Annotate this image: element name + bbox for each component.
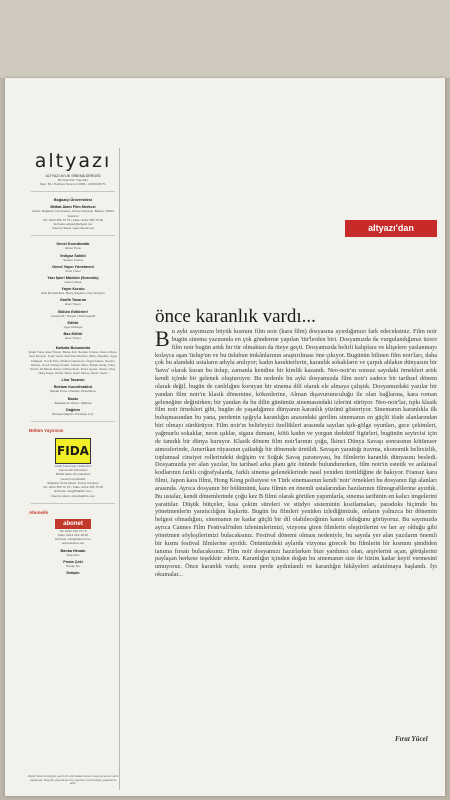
owner-address: Adres: Boğaziçi Üniversitesi, Kuzey Kampüs, Bebek, 34342 İstanbul xyxy=(32,209,114,218)
staff-block xyxy=(27,242,119,340)
publisher-section-title: Bölüm Yayıncısı xyxy=(29,428,64,434)
owner-name: Mithat Alam Film Merkezi xyxy=(50,205,96,210)
divider xyxy=(31,191,115,192)
ads-head: Reklam Koordinatörü xyxy=(53,385,93,390)
staff-role: Genel Yayın Yönetmeni xyxy=(52,264,94,269)
owner-block xyxy=(27,198,119,230)
contributors-list: Ertan Tuna, Eser Tosun, Berke Göl, Serkan Fırtına, Kerem Akça, Cem Erciyes, Fırat Yücel, Zeki Demirkubuz, Barış Saydam, Ayşe Kabayel, Cemil Kılıç, Meltem Cansever, Övgü Gökçe, Senem Erdine, Umut Tümay Arslan, Canan Uzun, Burak Göral, Tuba Deniz, Ali Murat Güven, Defne Eren, Emre Ayvaz, Gizem Uluç, Nilay Kaya, Orhan Tekin, Selin Aksoy, Deniz Yavuz xyxy=(28,350,118,376)
subs-line: E-Posta: info@abonet.net xyxy=(55,537,91,542)
fida-logo: FIDA xyxy=(55,438,91,464)
staff-role: Editör xyxy=(67,320,79,325)
staff-names: Ertan Tuna xyxy=(65,246,81,251)
staff-names: Lokomotif / İzleyici / Retrospektif xyxy=(50,313,96,318)
staff-role: Yayın Kurulu xyxy=(61,287,85,292)
drop-cap: B xyxy=(155,328,170,351)
staff-names: Ayşe Kabayel xyxy=(63,324,83,329)
magazine-subtitle: ALTYAZI AYLIK SİNEMA DERGİSİ xyxy=(45,174,101,178)
magazine-page xyxy=(5,78,445,796)
fida-line: Genel Koordinatör xyxy=(60,476,86,481)
article-title: önce karanlık vardı... xyxy=(155,306,316,327)
subscription-section-title: Abonelik xyxy=(29,509,49,515)
subs-head: İletişim xyxy=(66,570,80,575)
article-body xyxy=(155,328,437,731)
owner-head: Boğaziçi Üniversitesi xyxy=(53,198,93,203)
magazine-subtitle-2: Bir Fida Film Yayınıdır xyxy=(57,178,89,182)
owner-tel: Tel: 0212 359 70 76 • Faks: 0212 265 75 46 xyxy=(43,217,103,222)
divider xyxy=(31,235,115,236)
fida-line: Tel: 0212 359 70 76 • Faks: 0212 265 75 46 xyxy=(43,485,103,490)
staff-role: Grafik Tasarım xyxy=(59,298,87,303)
fida-line: İnternet sitesi: www.fidafilm.com xyxy=(50,493,95,498)
fida-line: Yapımcılık Hizmetleri xyxy=(58,468,88,473)
staff-role: Yazı İşleri Müdürü (Sorumlu) xyxy=(47,276,99,281)
issue-info: Sayı: 54 • Haziran-Temmuz 2006 • 4.000.000 TL xyxy=(39,182,107,187)
owner-web: İnternet Sitesi: www.altyazi.net xyxy=(52,226,94,231)
fida-line: Mithat Alam Film Merkezi xyxy=(55,472,91,477)
staff-role: Bölüm Editörleri xyxy=(58,309,88,314)
fida-sub: Lokal Kurumsal • Fida Film xyxy=(54,464,92,469)
subs-head: Banka Hesabı xyxy=(60,548,86,553)
background-surface xyxy=(0,0,450,78)
subs-head: Posta Çeki xyxy=(63,559,83,564)
subs-line: Faks: 0212 219 18 49 xyxy=(58,532,88,537)
masthead-column xyxy=(27,148,120,790)
staff-role: Bas Editör xyxy=(63,332,83,337)
subs-line: Fida Film xyxy=(66,552,80,557)
divider xyxy=(31,503,115,504)
contributors-head: Katkıda Bulunanlar xyxy=(55,346,91,351)
distribution-head: Dağıtım xyxy=(66,407,80,412)
owner-email: E-Posta: altyazi@altyazi.net xyxy=(53,222,93,227)
staff-names: Fırat Yücel xyxy=(65,268,81,273)
print-head: Baskı xyxy=(67,396,79,401)
contributors-block xyxy=(27,346,119,416)
fida-line: E-Posta: info@fidafilm.com xyxy=(54,489,92,494)
staff-names: Serkan Fırtına xyxy=(63,257,83,262)
subs-line: Tel: 0212 219 73 73 xyxy=(59,528,87,533)
page-edge xyxy=(445,78,450,800)
staff-role: İmtiyaz Sahibi xyxy=(60,253,86,258)
abonet-logo: abonet xyxy=(55,519,91,529)
article-author: Fırat Yücel xyxy=(395,735,428,743)
ads-info: Başak Tuna • Reklam Pazarlama xyxy=(50,389,96,394)
staff-role: Genel Koordinatör xyxy=(56,242,90,247)
staff-names: Eser Tosun xyxy=(65,302,81,307)
subs-line: www.abonet.net xyxy=(61,541,84,546)
staff-names: Kerem Akça xyxy=(64,280,82,285)
article-text: u ayki sayımızın büyük kısmını film noir (kara film) dosyasına ayırdığımızı fark edeceksiniz. Film noir bugün sinema yazınında en çok gönderme yapılan 'tür'lerden biri. Dosyamızda da vurgulandığımız üzere film noir bugün artık bir tür olmaktan da öteye geçti. Dosyamızda belirli kalıplara ve klişelere yaslanmayı kolayca aşan 'üslup'un ve bu üslubun imkânlarının araştırılması öne çıkıyor. Bugünün bilinen film noir'ları, daha çok bu alandaki ustaların adıyla anılıyor; kadın karakterlerin, karanlık sokakların ve çarpık ahlakın dünyasını bir 'hava' olarak kuran bu üslup, zamanla kendine bir kimlik kazandı. Neo-noir'ın sonsuz sayıdaki örnekleri artık kendi içinde bir gelenek oluşturuyor. Bu nedenle bu ayki dosyamızda film noir'ı sadece bir tarihsel dönem olarak değil, bugün de canlılığını koruyan bir sinema dili olarak ele almaya çalıştık. Dosyamızdaki yazılar bir yandan film noir'ın klasik dönemine, kökenlerine, Alman dışavurumculuğu ile olan bağlarına, kara roman geleneğine değinirken; bir yandan da bu dilin günümüz sinemasındaki izlerini sürüyor. Neo-noir'lar, tıpkı klasik film noir örnekleri gibi, bugün de yaşadığımız dünyanın karanlık yüzünü gösteriyor. Sinemanın karanlıkla ilk buluşmasından bu yana, perdenin ışığıyla karanlığın arasındaki gerilim sinemanın en güçlü ifade alanlarından biri olmayı sürdürüyor. Film noir'ın belirleyici özellikleri arasında sayılan ışık-gölge oyunları, gece çekimleri, yağmurlu sokaklar, neon ışıklar, sigara dumanı, kötü kadın ve yorgun dedektif figürleri, bugünün seyircisi için de tanıdık bir dünya kuruyor. Klasik dönem film noir'larının çoğu, İkinci Dünya Savaşı sonrasının kötümser atmosferinde, Amerikan rüyasının çatladığı bir dönemde üretildi. Savaşın yarattığı travma, ekonomik belirsizlik, toplumsal cinsiyet rollerindeki değişim ve Soğuk Savaş paranoyası, bu filmlerin karanlık dünyasını besledi. Dosyamızda yer alan yazılar, bu tarihsel arka planı göz önünde bulundururken, film noir'ın estetik ve anlatısal kodlarının farklı coğrafyalarda, farklı sinema geleneklerinde nasıl yeniden üretildiğine de bakıyor. Fransız kara filmi, Japon kara filmi, Hong Kong polisiyesi ve Türk sinemasının kendi 'noir' örnekleri bu dosyanın ilgi alanları arasında. Ayrıca dosyanın bir bölümünü, kara filmin en önemli ustalarından bazılarının filmografilerine ayırdık. Bu ustalar, kendi dönemlerinde çoğu kez B filmi olarak görülen yapımlarla, sinema tarihinin en kalıcı imgelerini yarattılar. Düşük bütçeler, kısa çekim süreleri ve stüdyo sisteminin kısıtlamaları, paradoks biçimde bu yönetmenlerin yaratıcılığını kışkırttı. Bugün bu filmleri yeniden izlediğimizde, onların yalnızca bir dönemin belgesi olmadığını, sinemanın ne kadar güçlü bir dil olabileceğinin kanıtı olduğunu görüyoruz. Bu sayımızda ayrıca Cannes Film Festivali'nden izlenimlerimizi, vizyona giren filmlerin eleştirilerini ve her ay olduğu gibi yönetmen söyleşilerimizi bulacaksınız. Festival dönemi olması nedeniyle, bu sayıda yer alan yazıların önemli bir kısmı festival filmlerine ayrıldı. Önümüzdeki aylarda vizyona girecek bu filmlerin bir kısmını şimdiden tanıma fırsatı bulacaksınız. Film noir dosyamızı hazırlarken bize yardımcı olan, arşivlerini açan, görüşlerini paylaşan herkese teşekkür ederiz. Karanlığın içinden doğan bu sinemanın size de bizim kadar keyif vermesini umuyoruz. Önce karanlık vardı; sonra perde aydınlandı ve karanlığın hikâyeleri anlatılmaya başlandı. İyi okumalar... xyxy=(155,328,437,579)
masthead-footer: Altyazı Sinema Dergisi, yazılı izin alınmadan kısmen veya tamamen alıntı yapılamaz. Dergide yayımlanan tüm yazıların sorumluluğu yazarlarına aittir. xyxy=(27,774,119,786)
staff-names: Eser Tosun xyxy=(65,336,81,341)
print-info: Baskıda bir Ofset • Matbaa xyxy=(54,400,92,405)
distribution-info: Birleşik Dağıtım Kuruluşu A.Ş. xyxy=(52,411,94,416)
magazine-logo: altyazı xyxy=(34,150,112,172)
staff-names: Zeki Demirkubuz, Barış Saydam, Cem Erciyes xyxy=(41,291,105,296)
section-tag: altyazı'dan xyxy=(345,220,437,237)
sales-head: Lisa Tasarım xyxy=(61,378,85,383)
subs-line: Hesap No xyxy=(66,563,80,568)
divider xyxy=(31,421,115,422)
fida-line: Boğaziçi Üniversitesi, Kuzey Kampüs xyxy=(47,480,99,485)
